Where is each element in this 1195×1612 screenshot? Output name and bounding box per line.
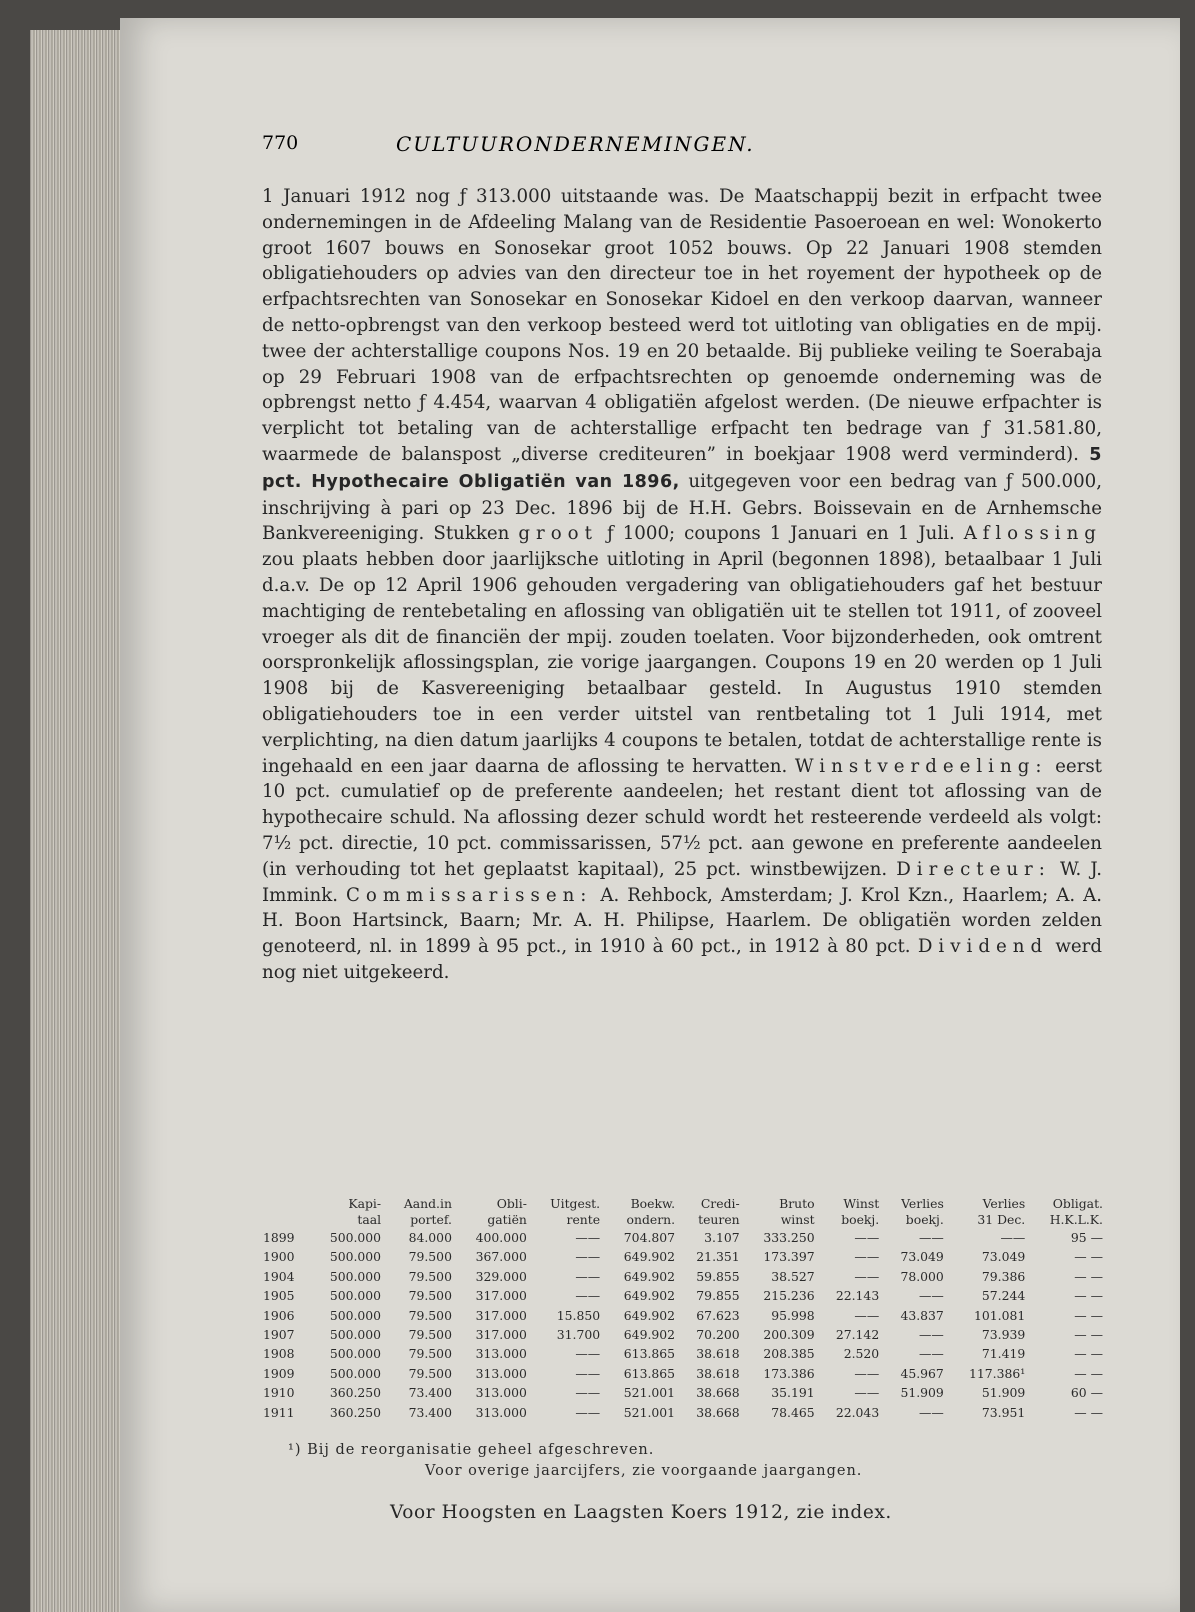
table-cell: 117.386¹: [969, 1365, 1026, 1381]
bond-heading: 5 pct. Hypothecaire Obligatiën van 1896,: [262, 444, 1102, 492]
column-header: Aand.in: [403, 1196, 452, 1211]
table-footnote: ¹) Bij de reorganisatie geheel afgeschreven.: [288, 1442, 655, 1458]
table-cell: 51.909: [900, 1385, 944, 1401]
text-segment: W. J. Immink.: [262, 858, 1102, 906]
table-cell: 22.143: [835, 1288, 880, 1304]
table-cell: 313.000: [475, 1365, 527, 1381]
year-cell: 1904: [263, 1268, 295, 1284]
table-cell: 313.000: [475, 1404, 527, 1420]
column-header: Bruto: [779, 1196, 815, 1211]
year-cell: 1905: [263, 1288, 295, 1304]
table-cell: ——: [1000, 1230, 1026, 1245]
text-segment: uitgegeven voor een bedrag van ƒ 500.000, inschrijving à pari op 23 Dec. 1896 bij de H.H. Gebrs. Boissevain en de Arnhemsche Bankvereeniging. Stukken: [262, 470, 1102, 545]
table-cell: 38.668: [696, 1404, 740, 1420]
table-cell: 317.000: [475, 1327, 527, 1343]
table-cell: 79.386: [981, 1268, 1026, 1284]
table-cell: — —: [1074, 1307, 1103, 1323]
table-cell: — —: [1074, 1404, 1103, 1420]
column-header: Credi-: [700, 1196, 740, 1211]
year-cell: 1907: [263, 1327, 295, 1343]
table-cell: ——: [919, 1346, 944, 1362]
table-cell: — —: [1074, 1365, 1103, 1381]
table-cell: 704.807: [623, 1230, 676, 1245]
table-cell: 360.250: [329, 1404, 382, 1420]
table-cell: 51.909: [981, 1385, 1026, 1401]
table-cell: 101.081: [974, 1307, 1026, 1323]
table-cell: 649.902: [623, 1249, 676, 1265]
table-cell: 22.043: [835, 1404, 880, 1420]
table-cell: — —: [1074, 1249, 1103, 1265]
table-cell: 173.397: [763, 1249, 815, 1265]
table-cell: 215.236: [763, 1288, 815, 1304]
table-row: [260, 1286, 1106, 1305]
text-segment: eerst 10 pct. cumulatief op de preferente aandeelen; het restant dient tot aflossing van de hypothecaire schuld. Na aflossing dezer schuld wordt het resteerende verdeeld als volgt: 7½ pct. directie, 10 pct. commissarissen, 57½ pct. aan gewone en preferente aandeelen (in verhouding tot het geplaatst kapitaal), 25 pct. winstbewijzen.: [262, 755, 1102, 880]
table-cell: 95.998: [771, 1307, 815, 1323]
table-cell: 59.855: [696, 1268, 740, 1284]
table-cell: 613.865: [623, 1365, 676, 1381]
spaced-term: Dividend: [917, 936, 1049, 958]
table-cell: 73.951: [981, 1404, 1026, 1420]
text-segment: ƒ 1000; coupons 1 Januari en 1 Juli.: [606, 523, 955, 545]
table-cell: 31.700: [556, 1327, 601, 1343]
column-header: ondern.: [626, 1212, 676, 1227]
table-cell: 57.244: [981, 1288, 1026, 1304]
column-header: taal: [357, 1212, 382, 1227]
table-cell: 15.850: [556, 1307, 601, 1323]
column-header: [260, 1212, 309, 1228]
table-cell: 521.001: [623, 1404, 676, 1420]
table-cell: 70.200: [696, 1327, 740, 1343]
column-header: rente: [566, 1212, 601, 1227]
table-cell: ——: [575, 1346, 601, 1362]
table-cell: ——: [919, 1230, 944, 1245]
table-cell: 73.939: [981, 1327, 1026, 1343]
column-header: winst: [780, 1212, 815, 1227]
year-cell: 1906: [263, 1307, 295, 1323]
table-cell: 79.500: [408, 1288, 452, 1304]
table-cell: 38.527: [771, 1268, 815, 1284]
year-cell: 1900: [263, 1249, 295, 1265]
table-cell: 79.500: [408, 1327, 452, 1343]
table-row: [260, 1383, 1106, 1402]
table-cell: 79.855: [696, 1288, 740, 1304]
table-cell: 71.419: [981, 1346, 1026, 1362]
table-row: [260, 1247, 1106, 1266]
table-cell: 60 —: [1070, 1385, 1103, 1401]
column-header: Obligat.: [1052, 1196, 1103, 1211]
table-cell: 367.000: [475, 1249, 527, 1265]
column-header: Winst: [843, 1196, 880, 1211]
column-header: boekj.: [841, 1212, 880, 1227]
table-row: [260, 1403, 1106, 1422]
table-cell: — —: [1074, 1346, 1103, 1362]
table-cell: 500.000: [329, 1268, 382, 1284]
table-cell: 313.000: [475, 1385, 527, 1401]
table-cell: 500.000: [329, 1307, 382, 1323]
table-row: [260, 1306, 1106, 1325]
table-row: [260, 1325, 1106, 1344]
table-cell: 79.500: [408, 1307, 452, 1323]
text-segment: werd nog niet uitgekeerd.: [262, 936, 1102, 983]
column-header: Obli-: [496, 1196, 527, 1211]
table-cell: 208.385: [763, 1346, 815, 1362]
table-cell: ——: [854, 1307, 880, 1323]
table-cell: 649.902: [623, 1268, 676, 1284]
running-title: CULTUURONDERNEMINGEN.: [396, 132, 755, 156]
table-cell: 79.500: [408, 1268, 452, 1284]
table-cell: ——: [575, 1249, 601, 1265]
table-cell: 79.500: [408, 1365, 452, 1381]
spaced-term: Directeur:: [896, 858, 1051, 880]
table-cell: 84.000: [408, 1230, 452, 1245]
page-number: 770: [262, 132, 299, 154]
spaced-term: Winstverdeeling:: [794, 755, 1048, 777]
table-cell: 317.000: [475, 1288, 527, 1304]
table-cell: 78.000: [900, 1268, 944, 1284]
financial-table: [260, 1196, 1106, 1422]
table-row: [260, 1267, 1106, 1286]
column-header: 31 Dec.: [977, 1212, 1026, 1227]
table-cell: 95 —: [1070, 1230, 1103, 1245]
body-text: [262, 184, 1102, 986]
table-cell: — —: [1074, 1288, 1103, 1304]
table-cell: 500.000: [329, 1327, 382, 1343]
table-cell: 78.465: [771, 1404, 815, 1420]
table-cell: 500.000: [329, 1288, 382, 1304]
text-segment: A. Rehbock, Amsterdam; J. Krol Kzn., Haarlem; A. A. H. Boon Hartsinck, Baarn; Mr. A. H. Philipse, Haarlem. De obligatiën worden zelden genoteerd, nl. in 1899 à 95 pct., in 1910 à 60 pct., in 1912 à 80 pct.: [262, 884, 1102, 958]
koers-reference: Voor Hoogsten en Laagsten Koers 1912, zie index.: [390, 1502, 892, 1523]
table-cell: 200.309: [763, 1327, 815, 1343]
table-cell: 500.000: [329, 1346, 382, 1362]
table-row: [260, 1228, 1106, 1247]
table-cell: 2.520: [843, 1346, 880, 1362]
table-cell: 649.902: [623, 1327, 676, 1343]
table-row: [260, 1344, 1106, 1363]
table-cell: 79.500: [408, 1249, 452, 1265]
column-header: Uitgest.: [550, 1196, 601, 1211]
table-cell: 38.618: [696, 1365, 740, 1381]
table-cell: ——: [575, 1230, 601, 1245]
table-cell: 649.902: [623, 1307, 676, 1323]
book-page-edges: [30, 30, 130, 1612]
table-cell: ——: [575, 1404, 601, 1420]
table-cell: 79.500: [408, 1346, 452, 1362]
table-cell: 329.000: [475, 1268, 527, 1284]
table-cell: 45.967: [900, 1365, 944, 1381]
table-cell: 27.142: [835, 1327, 880, 1343]
table-cell: 400.000: [475, 1230, 527, 1245]
table-cell: — —: [1074, 1327, 1103, 1343]
column-header: boekj.: [905, 1212, 944, 1227]
table-cell: 67.623: [696, 1307, 740, 1323]
table-cell: ——: [854, 1365, 880, 1381]
table-cell: ——: [919, 1288, 944, 1304]
column-header: Kapi-: [348, 1196, 382, 1211]
table-cell: ——: [854, 1385, 880, 1401]
column-header: Boekw.: [630, 1196, 676, 1211]
year-cell: 1911: [263, 1404, 295, 1420]
text-segment: 1 Januari 1912 nog ƒ 313.000 uitstaande was. De Maatschappij bezit in erfpacht twee ondernemingen in de Afdeeling Malang van de Residentie Pasoeroean en wel: Wonokerto groot 1607 bouws en Sonosekar groot 1052 bouws. Op 22 Januari 1908 stemden obligatiehouders op advies van den directeur toe in het royement der hypotheek op de erfpachtsrechten van Sonosekar en Sonosekar Kidoel en den verkoop daarvan, wanneer de netto-opbrengst van den verkoop besteed werd tot uitloting van obligaties en de mpij. twee der achterstallige coupons Nos. 19 en 20 betaalde. Bij publieke veiling te Soerabaja op 29 Februari 1908 van de erfpachtsrechten op genoemde onderneming was de opbrengst netto ƒ 4.454, waarvan 4 obligatiën afgelost werden. (De nieuwe erfpachter is verplicht tot betaling van de achterstallige erfpacht ten bedrage van ƒ 31.581.80, waarmede de balanspost „diverse crediteuren” in boekjaar 1908 werd verminderd).: [262, 186, 1102, 465]
column-header: portef.: [410, 1212, 452, 1227]
table-cell: ——: [854, 1249, 880, 1265]
table-row: [260, 1364, 1106, 1383]
table-cell: — —: [1074, 1268, 1103, 1284]
spaced-term: Commissarissen:: [345, 884, 593, 906]
table-cell: 649.902: [623, 1288, 676, 1304]
table-cell: ——: [575, 1268, 601, 1284]
column-header: Verlies: [901, 1196, 944, 1211]
column-header: gatiën: [487, 1212, 527, 1227]
year-cell: 1908: [263, 1346, 295, 1362]
table-cell: 313.000: [475, 1346, 527, 1362]
table-cell: 3.107: [704, 1230, 740, 1245]
year-cell: 1910: [263, 1385, 295, 1401]
table-cell: 173.386: [763, 1365, 815, 1381]
table-cell: ——: [575, 1385, 601, 1401]
column-header: teuren: [698, 1212, 740, 1227]
table-cell: ——: [575, 1365, 601, 1381]
table-cell: ——: [854, 1230, 880, 1245]
table-cell: 317.000: [475, 1307, 527, 1323]
table-cell: 38.618: [696, 1346, 740, 1362]
table-cell: 35.191: [771, 1385, 815, 1401]
table-cell: 43.837: [900, 1307, 944, 1323]
table-cell: 38.668: [696, 1385, 740, 1401]
text-segment: zou plaats hebben door jaarlijksche uitloting in April (begonnen 1898), betaalbaar 1 Juli d.a.v. De op 12 April 1906 gehouden vergadering van obligatiehouders gaf het bestuur machtiging de rentebetaling en aflossing van obligatiën uit te stellen tot 1911, of zooveel vroeger als dit de financiën der mpij. zouden toelaten. Voor bijzonderheden, ook omtrent oorspronkelijk aflossingsplan, zie vorige jaargangen. Coupons 19 en 20 werden op 1 Juli 1908 bij de Kasvereeniging betaalbaar gesteld. In Augustus 1910 stemden obligatiehouders toe in een verder uitstel van rentbetaling tot 1 Juli 1914, met verplichting, na dien datum jaarlijks 4 coupons te betalen, totdat de achterstallige rente is ingehaald en een jaar daarna de aflossing te hervatten.: [262, 549, 1102, 777]
table-cell: 500.000: [329, 1249, 382, 1265]
body-paragraph: [262, 184, 1102, 986]
table-cell: 73.049: [981, 1249, 1026, 1265]
table-cell: 500.000: [329, 1230, 382, 1245]
table-cell: ——: [854, 1268, 880, 1284]
column-header: Verlies: [982, 1196, 1026, 1211]
table-cell: 333.250: [763, 1230, 815, 1245]
table-cell: 613.865: [623, 1346, 676, 1362]
table-note: Voor overige jaarcijfers, zie voorgaande jaargangen.: [425, 1463, 863, 1479]
table-body: [260, 1228, 1106, 1422]
table-header-row: [260, 1212, 1106, 1228]
spaced-term: groot: [518, 523, 598, 545]
table-cell: 500.000: [329, 1365, 382, 1381]
table-cell: 521.001: [623, 1385, 676, 1401]
spaced-term: Aflossing: [963, 523, 1102, 545]
table-cell: ——: [919, 1327, 944, 1343]
column-header: [260, 1196, 309, 1212]
table-header-row: [260, 1196, 1106, 1212]
table-cell: 360.250: [329, 1385, 382, 1401]
table-cell: 73.400: [408, 1385, 452, 1401]
year-cell: 1899: [263, 1230, 295, 1245]
year-cell: 1909: [263, 1365, 295, 1381]
table-cell: ——: [919, 1404, 944, 1420]
table-cell: 21.351: [696, 1249, 740, 1265]
table-cell: 73.049: [900, 1249, 944, 1265]
table-cell: ——: [575, 1288, 601, 1304]
table-cell: 73.400: [408, 1404, 452, 1420]
column-header: H.K.L.K.: [1049, 1212, 1103, 1227]
